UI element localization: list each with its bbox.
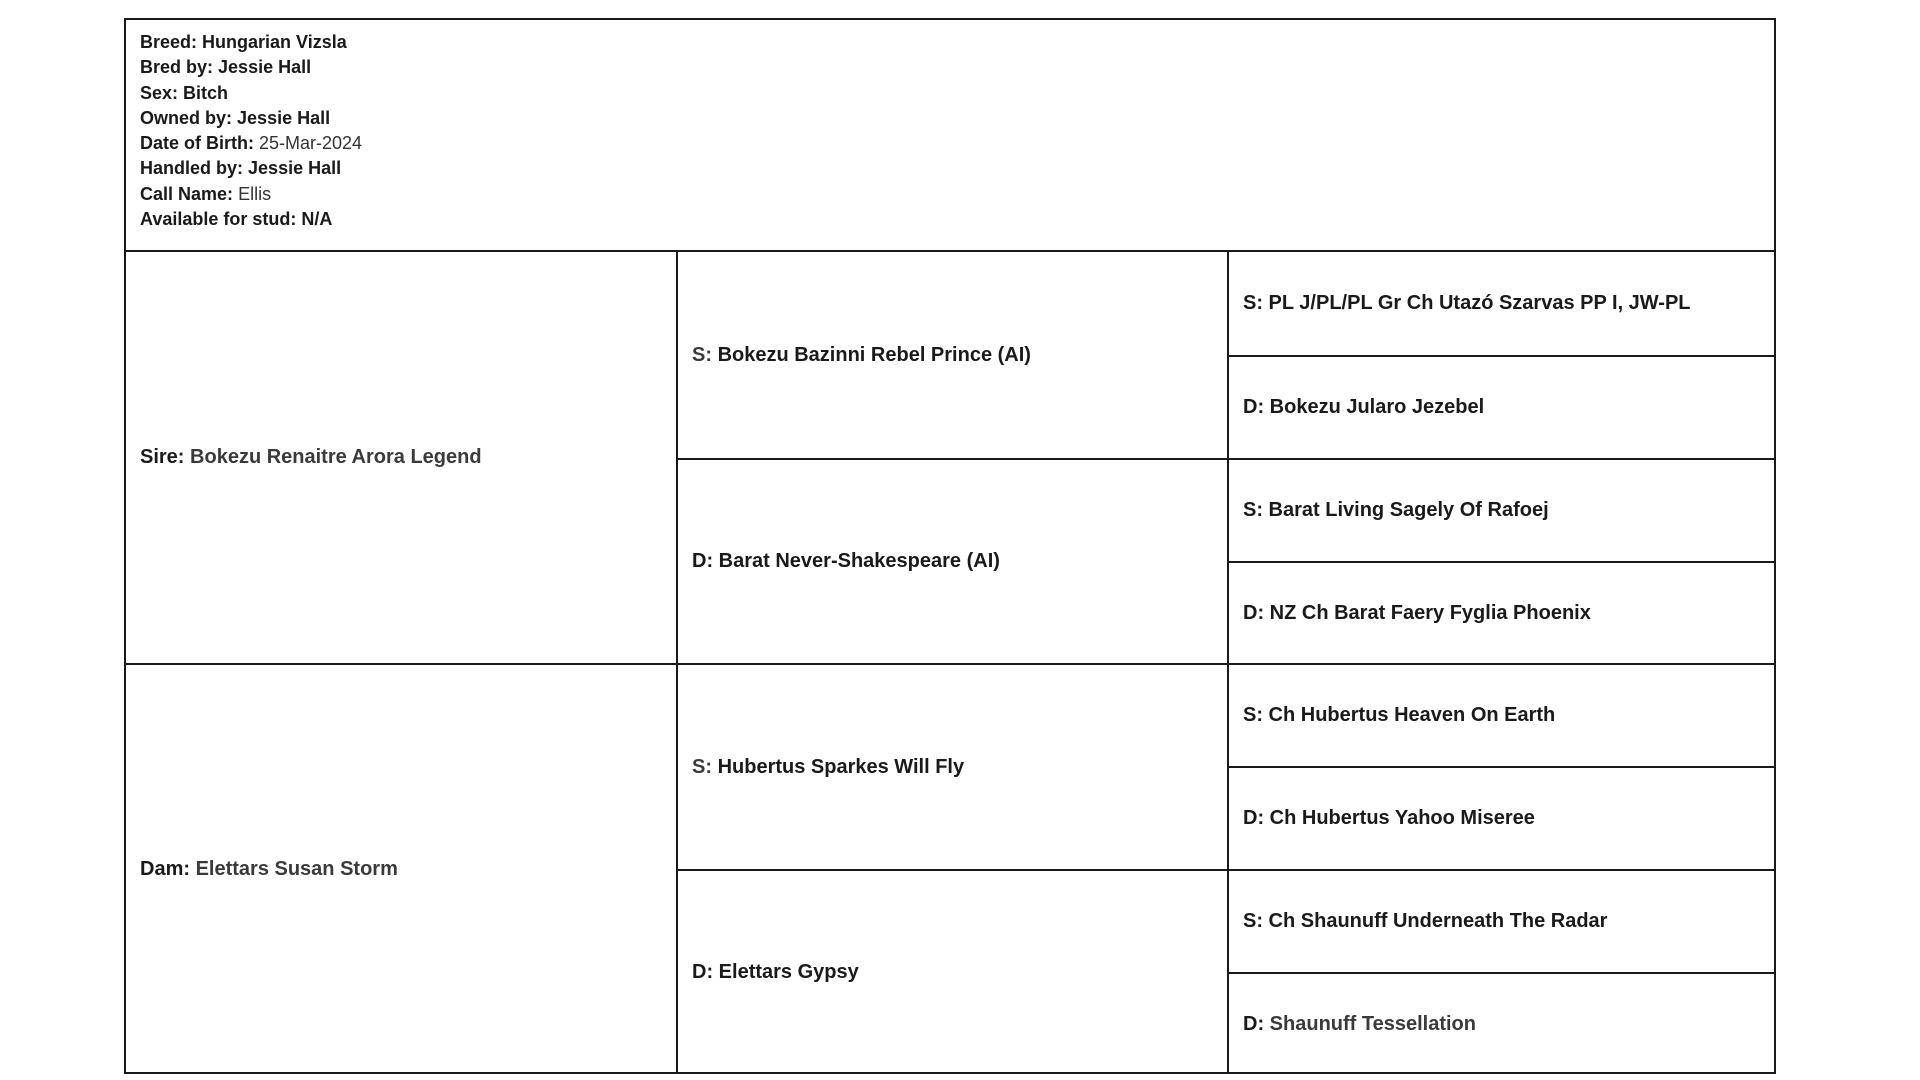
- pedigree-grid: [126, 252, 1774, 1074]
- sex-label: Sex:: [140, 82, 179, 103]
- great-grandparent-name: S: Ch Hubertus Heaven On Earth: [1243, 704, 1556, 726]
- great-grandparent-name: S: PL J/PL/PL Gr Ch Utazó Szarvas PP I, JW-PL: [1243, 292, 1691, 314]
- pedigree-chart: [124, 18, 1776, 1074]
- great-grandparent-name: D: NZ Ch Barat Faery Fyglia Phoenix: [1243, 601, 1591, 624]
- date-of-birth-row: [140, 131, 1760, 156]
- bred-by-value: Jessie Hall: [218, 57, 312, 78]
- handled-by-row: [140, 156, 1760, 181]
- great-grandparent-name: S: Barat Living Sagely Of Rafoej: [1243, 499, 1549, 521]
- owned-by-label: Owned by:: [140, 107, 233, 128]
- date-of-birth-label: Date of Birth:: [140, 133, 254, 154]
- dam-cell: [126, 663, 676, 1074]
- sire-name: Bokezu Renaitre Arora Legend: [190, 446, 482, 468]
- handled-by-value: Jessie Hall: [248, 158, 342, 179]
- dam-sire-name: Hubertus Sparkes Will Fly: [717, 755, 965, 778]
- great-grandparent-label: D:: [1243, 1012, 1265, 1035]
- great-grandparent-cell: [1227, 663, 1774, 766]
- great-grandparent-cell: [1227, 869, 1774, 972]
- dam-name: Elettars Susan Storm: [195, 858, 398, 880]
- sire-dam-label: D:: [692, 550, 714, 572]
- sire-sire-cell: [676, 252, 1227, 458]
- great-grandparent-name: D: Bokezu Jularo Jezebel: [1243, 396, 1485, 418]
- call-name-value: Ellis: [238, 183, 272, 204]
- sire-sire-label: S:: [692, 343, 712, 366]
- available-for-stud-value: N/A: [301, 209, 333, 230]
- great-grandparent-cell: [1227, 561, 1774, 663]
- great-grandparent-cell: [1227, 355, 1774, 458]
- date-of-birth-value: 25-Mar-2024: [259, 133, 363, 154]
- owned-by-value: Jessie Hall: [237, 107, 331, 128]
- great-grandparent-name: Shaunuff Tessellation: [1269, 1012, 1476, 1035]
- great-grandparent-cell: [1227, 458, 1774, 561]
- dam-dam-name: Elettars Gypsy: [718, 961, 859, 983]
- dam-dam-label: D:: [692, 961, 714, 983]
- available-for-stud-row: [140, 207, 1760, 232]
- sex-value: Bitch: [183, 82, 229, 103]
- dam-sire-cell: [676, 663, 1227, 869]
- sire-label: Sire:: [140, 446, 185, 468]
- great-grandparent-name: S: Ch Shaunuff Underneath The Radar: [1243, 910, 1608, 932]
- call-name-row: [140, 182, 1760, 207]
- sire-sire-name: Bokezu Bazinni Rebel Prince (AI): [717, 343, 1031, 366]
- sire-dam-name: Barat Never-Shakespeare (AI): [718, 550, 1000, 572]
- sire-dam-cell: [676, 458, 1227, 663]
- great-grandparent-cell: [1227, 972, 1774, 1074]
- dam-label: Dam:: [140, 858, 191, 880]
- dam-sire-label: S:: [692, 755, 712, 778]
- sex-row: [140, 81, 1760, 106]
- bred-by-label: Bred by:: [140, 57, 214, 78]
- breed-value: Hungarian Vizsla: [202, 32, 347, 52]
- available-for-stud-label: Available for stud:: [140, 209, 297, 230]
- great-grandparent-name: D: Ch Hubertus Yahoo Miseree: [1243, 807, 1535, 829]
- call-name-label: Call Name:: [140, 183, 234, 204]
- great-grandparent-cell: [1227, 252, 1774, 355]
- sire-cell: [126, 252, 676, 663]
- great-grandparent-cell: [1227, 766, 1774, 869]
- handled-by-label: Handled by:: [140, 158, 244, 179]
- bred-by-row: [140, 55, 1760, 80]
- breed-label: Breed:: [140, 32, 198, 52]
- breed-row: [140, 30, 1760, 55]
- owned-by-row: [140, 106, 1760, 131]
- dog-info-panel: [126, 20, 1774, 252]
- dam-dam-cell: [676, 869, 1227, 1074]
